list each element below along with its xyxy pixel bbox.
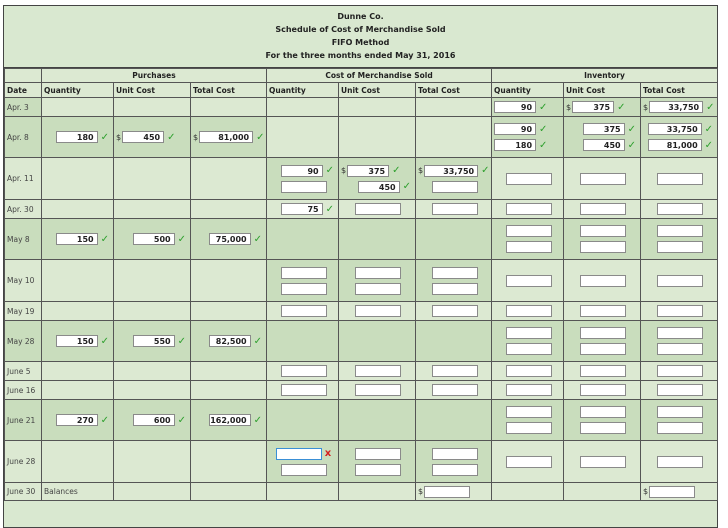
- p-qty-input[interactable]: 150: [56, 335, 98, 347]
- row-date: June 28: [5, 441, 42, 483]
- c-unit-input[interactable]: [355, 305, 401, 317]
- c-qty-input[interactable]: 90: [281, 165, 323, 177]
- c-unit-input[interactable]: [355, 384, 401, 396]
- inv-total-input[interactable]: [657, 365, 703, 377]
- inv-unit-input[interactable]: [580, 225, 626, 237]
- blank-corner: [5, 69, 42, 83]
- c-total-input[interactable]: [432, 365, 478, 377]
- c-unit-input[interactable]: [355, 283, 401, 295]
- table-row: [5, 400, 718, 441]
- p-unit-input[interactable]: 600: [133, 414, 175, 426]
- c-total-input[interactable]: [432, 181, 478, 193]
- row-date: May 19: [5, 302, 42, 321]
- c-total-input[interactable]: [432, 305, 478, 317]
- col-c-quantity: Quantity: [267, 83, 339, 98]
- col-i-unit-cost: Unit Cost: [564, 83, 641, 98]
- c-qty-input[interactable]: [281, 305, 327, 317]
- inv-unit-input[interactable]: [580, 275, 626, 287]
- inv-unit-input[interactable]: [580, 406, 626, 418]
- check-icon: ✓: [177, 414, 186, 426]
- check-icon: ✓: [177, 233, 186, 245]
- c-total-input[interactable]: [432, 448, 478, 460]
- table-row: [5, 321, 718, 362]
- inv-qty-input[interactable]: 180: [494, 139, 536, 151]
- p-total-input[interactable]: 81,000: [199, 131, 253, 143]
- p-qty-input[interactable]: 180: [56, 131, 98, 143]
- check-icon: ✓: [256, 131, 265, 143]
- table-row: [5, 200, 718, 219]
- inv-unit-input[interactable]: [580, 241, 626, 253]
- inv-total-input[interactable]: [657, 241, 703, 253]
- c-total-input[interactable]: [432, 267, 478, 279]
- inv-qty-input[interactable]: [506, 225, 552, 237]
- method-label: FIFO Method: [331, 38, 390, 47]
- col-p-total-cost: Total Cost: [191, 83, 267, 98]
- inv-total-input[interactable]: 33,750: [648, 123, 702, 135]
- c-total-input[interactable]: [432, 384, 478, 396]
- inv-qty-input[interactable]: [506, 173, 552, 185]
- inv-total-input[interactable]: [657, 384, 703, 396]
- inv-total-input[interactable]: [657, 173, 703, 185]
- p-total-input[interactable]: 82,500: [209, 335, 251, 347]
- col-date: Date: [5, 83, 42, 98]
- cost-schedule-panel: [3, 5, 718, 528]
- check-icon: ✓: [325, 203, 335, 215]
- p-total-input[interactable]: 75,000: [209, 233, 251, 245]
- check-icon: ✓: [481, 165, 490, 176]
- col-p-quantity: Quantity: [42, 83, 114, 98]
- col-i-quantity: Quantity: [492, 83, 564, 98]
- row-date: May 8: [5, 219, 42, 260]
- p-total-input[interactable]: 162,000: [209, 414, 251, 426]
- check-icon: ✓: [617, 101, 626, 113]
- fifo-schedule-table: [4, 68, 718, 501]
- check-icon: ✓: [100, 414, 109, 426]
- c-unit-input[interactable]: [355, 464, 401, 476]
- table-row: [5, 362, 718, 381]
- table-row: [5, 260, 718, 302]
- inv-unit-input[interactable]: 450: [583, 139, 625, 151]
- inv-unit-input[interactable]: [580, 422, 626, 434]
- inv-qty-input[interactable]: [506, 275, 552, 287]
- inventory-balance-input[interactable]: [649, 486, 695, 498]
- inv-unit-input[interactable]: 375: [583, 123, 625, 135]
- inv-unit-input[interactable]: [580, 384, 626, 396]
- check-icon: ✓: [325, 165, 335, 176]
- c-unit-input[interactable]: 375: [347, 165, 389, 177]
- table-row: [5, 441, 718, 483]
- c-qty-input[interactable]: [281, 267, 327, 279]
- inv-qty-input[interactable]: [506, 305, 552, 317]
- check-icon: ✓: [627, 123, 637, 135]
- inv-qty-input[interactable]: [506, 343, 552, 355]
- check-icon: ✓: [402, 181, 412, 192]
- c-unit-input[interactable]: [355, 203, 401, 215]
- c-qty-input[interactable]: [281, 464, 327, 476]
- c-qty-input[interactable]: 75: [281, 203, 323, 215]
- check-icon: ✓: [539, 123, 548, 135]
- check-icon: ✓: [100, 131, 109, 143]
- table-row: Apr. 8 180 ✓ $ 450 ✓ $ 81,000 ✓ 90 ✓ 180 ✓ 375 ✓ 450 ✓ 33,750 ✓ 81,000 ✓: [5, 117, 718, 158]
- inv-total-input[interactable]: [657, 422, 703, 434]
- c-qty-input[interactable]: [281, 365, 327, 377]
- table-row: Apr. 3 90 ✓ $ 375 ✓ $ 33,750 ✓: [5, 98, 718, 117]
- inv-qty-input[interactable]: [506, 241, 552, 253]
- c-unit-input[interactable]: [355, 365, 401, 377]
- inv-qty-input[interactable]: [506, 406, 552, 418]
- check-icon: ✓: [253, 414, 263, 426]
- inv-total-input[interactable]: [657, 343, 703, 355]
- col-c-total-cost: Total Cost: [416, 83, 492, 98]
- c-qty-input[interactable]: [281, 181, 327, 193]
- check-icon: ✓: [100, 233, 109, 245]
- c-qty-input[interactable]: [281, 384, 327, 396]
- p-unit-input[interactable]: 450: [122, 131, 164, 143]
- p-unit-input[interactable]: 500: [133, 233, 175, 245]
- cost-sold-balance-input[interactable]: [424, 486, 470, 498]
- c-unit-input[interactable]: [355, 267, 401, 279]
- check-icon: ✓: [392, 165, 401, 176]
- c-total-input[interactable]: [432, 283, 478, 295]
- cross-icon: x: [324, 448, 332, 459]
- c-total-input[interactable]: 33,750: [424, 165, 478, 177]
- row-date: June 21: [5, 400, 42, 441]
- row-date: May 10: [5, 260, 42, 302]
- inv-unit-input[interactable]: 375: [572, 101, 614, 113]
- inv-total-input[interactable]: [657, 406, 703, 418]
- inv-total-input[interactable]: 33,750: [649, 101, 703, 113]
- inv-unit-input[interactable]: [580, 203, 626, 215]
- c-qty-input[interactable]: [281, 283, 327, 295]
- check-icon: ✓: [706, 101, 715, 113]
- group-purchases: Purchases: [42, 69, 267, 83]
- inv-qty-input[interactable]: [506, 422, 552, 434]
- p-qty-input[interactable]: 270: [56, 414, 98, 426]
- inv-qty-input[interactable]: [506, 456, 552, 468]
- p-qty-input[interactable]: 150: [56, 233, 98, 245]
- col-p-unit-cost: Unit Cost: [114, 83, 191, 98]
- inv-unit-input[interactable]: [580, 173, 626, 185]
- table-row: [5, 302, 718, 321]
- inv-qty-input[interactable]: [506, 384, 552, 396]
- col-i-total-cost: Total Cost: [641, 83, 718, 98]
- inv-total-input[interactable]: [657, 225, 703, 237]
- inv-qty-input[interactable]: [506, 365, 552, 377]
- row-date: Apr. 11: [5, 158, 42, 200]
- check-icon: ✓: [253, 233, 263, 245]
- check-icon: ✓: [539, 101, 548, 113]
- check-icon: ✓: [167, 131, 176, 143]
- check-icon: ✓: [253, 335, 263, 347]
- check-icon: ✓: [627, 139, 637, 151]
- c-unit-input[interactable]: 450: [358, 181, 400, 193]
- inv-unit-input[interactable]: [580, 365, 626, 377]
- inv-qty-input[interactable]: 90: [494, 101, 536, 113]
- inv-qty-input[interactable]: 90: [494, 123, 536, 135]
- check-icon: ✓: [704, 139, 714, 151]
- check-icon: ✓: [100, 335, 109, 347]
- c-unit-input[interactable]: [355, 448, 401, 460]
- inv-total-input[interactable]: [657, 327, 703, 339]
- balances-label: Balances: [42, 483, 114, 501]
- check-icon: ✓: [177, 335, 186, 347]
- inv-total-input[interactable]: [657, 305, 703, 317]
- col-c-unit-cost: Unit Cost: [339, 83, 416, 98]
- c-qty-input-active[interactable]: [276, 448, 322, 460]
- inv-qty-input[interactable]: [506, 327, 552, 339]
- company-name: Dunne Co.: [337, 12, 384, 21]
- inv-total-input[interactable]: 81,000: [648, 139, 702, 151]
- inv-total-input[interactable]: [657, 456, 703, 468]
- schedule-title: Schedule of Cost of Merchandise Sold: [275, 25, 446, 34]
- inv-unit-input[interactable]: [580, 327, 626, 339]
- row-date: Apr. 3: [5, 98, 42, 117]
- row-date: June 30: [5, 483, 42, 501]
- table-row: [5, 219, 718, 260]
- schedule-header: [4, 6, 717, 68]
- group-cost-sold: Cost of Merchandise Sold: [267, 69, 492, 83]
- p-unit-input[interactable]: 550: [133, 335, 175, 347]
- row-date: Apr. 30: [5, 200, 42, 219]
- inv-total-input[interactable]: [657, 203, 703, 215]
- table-row: Apr. 11 90 ✓ $ 375 ✓ 450 ✓ $ 33,750 ✓: [5, 158, 718, 200]
- check-icon: ✓: [704, 123, 714, 135]
- row-date: June 5: [5, 362, 42, 381]
- c-total-input[interactable]: [432, 203, 478, 215]
- row-date: May 28: [5, 321, 42, 362]
- period-label: For the three months ended May 31, 2016: [265, 51, 456, 60]
- table-row: [5, 381, 718, 400]
- inv-total-input[interactable]: [657, 275, 703, 287]
- inv-unit-input[interactable]: [580, 343, 626, 355]
- c-total-input[interactable]: [432, 464, 478, 476]
- table-row-balances: June 30 Balances $ $: [5, 483, 718, 501]
- row-date: Apr. 8: [5, 117, 42, 158]
- inv-qty-input[interactable]: [506, 203, 552, 215]
- inv-unit-input[interactable]: [580, 456, 626, 468]
- group-inventory: Inventory: [492, 69, 718, 83]
- row-date: June 16: [5, 381, 42, 400]
- check-icon: ✓: [539, 139, 548, 151]
- inv-unit-input[interactable]: [580, 305, 626, 317]
